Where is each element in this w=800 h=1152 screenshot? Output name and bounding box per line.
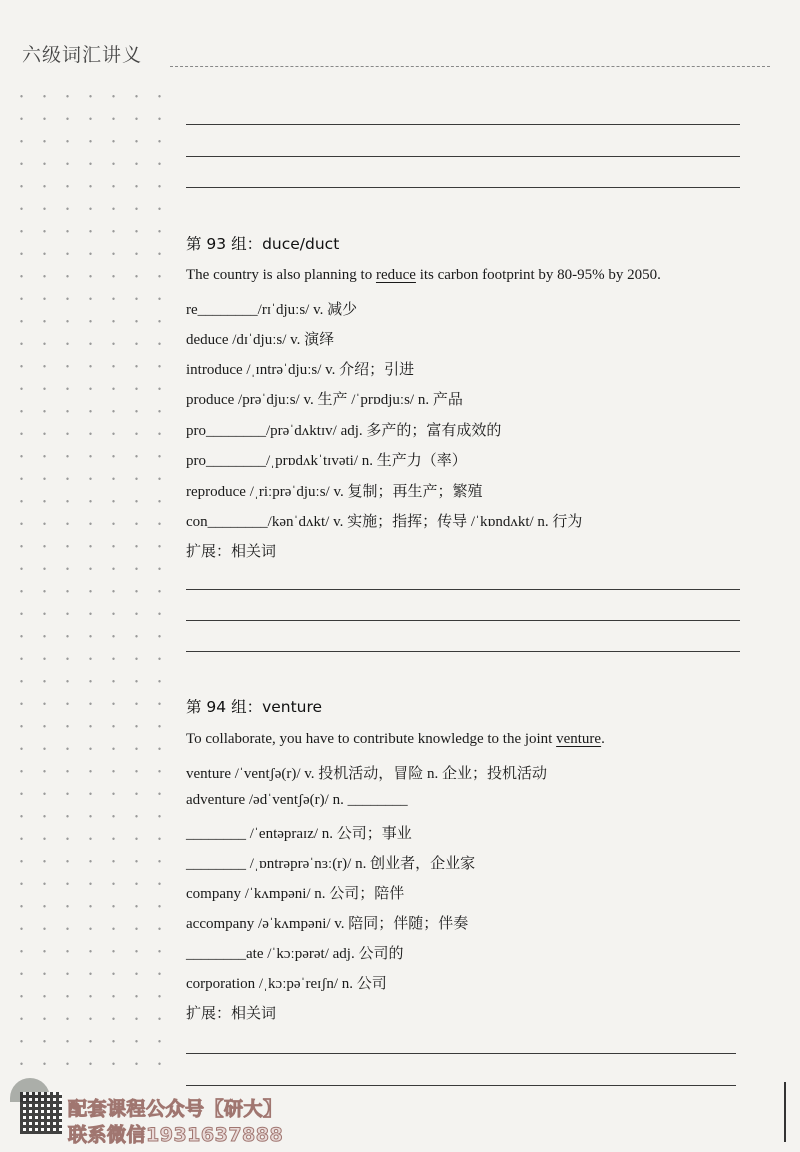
section-93-title: 第 93 组：duce/duct bbox=[186, 235, 340, 253]
footer-promo-line-2: 联系微信1931637888 bbox=[68, 1124, 284, 1146]
vocab-entry: company /ˈkʌmpəni/ n. 公司；陪伴 bbox=[186, 886, 405, 902]
vocab-entry: ________ /ˌɒntrəprəˈnɜː(r)/ n. 创业者，企业家 bbox=[186, 856, 476, 872]
sentence-end: . bbox=[601, 731, 605, 747]
footer-promo-line-1: 配套课程公众号【研大】 bbox=[68, 1098, 283, 1120]
vocab-entry: pro________/ˌprɒdʌkˈtɪvəti/ n. 生产力（率） bbox=[186, 453, 467, 469]
vocab-entry: re________/rɪˈdjuːs/ v. 减少 bbox=[186, 302, 358, 318]
writing-line bbox=[186, 1085, 736, 1086]
vocab-entry: introduce /ˌɪntrəˈdjuːs/ v. 介绍；引进 bbox=[186, 362, 415, 378]
vocab-entry: reproduce /ˌriːprəˈdjuːs/ v. 复制；再生产；繁殖 bbox=[186, 484, 483, 500]
section-94-extension-label: 扩展：相关词 bbox=[186, 1006, 277, 1022]
dot-grid-margin bbox=[10, 85, 170, 1085]
section-93-example-sentence bbox=[186, 267, 661, 284]
sentence-keyword: reduce bbox=[375, 267, 416, 283]
sentence-end: its carbon footprint by 80-95% by 2050. bbox=[415, 267, 661, 283]
vocab-entry: ________ate /ˈkɔːpərət/ adj. 公司的 bbox=[186, 946, 404, 962]
qr-code-icon bbox=[20, 1092, 62, 1134]
vocab-entry: accompany /əˈkʌmpəni/ v. 陪同；伴随；伴奏 bbox=[186, 916, 469, 932]
vocab-entry: ________ /ˈentəpraɪz/ n. 公司；事业 bbox=[186, 826, 412, 842]
vocab-entry: produce /prəˈdjuːs/ v. 生产 /ˈprɒdjuːs/ n. 产品 bbox=[186, 392, 463, 408]
writing-line bbox=[186, 620, 740, 621]
sentence-keyword: venture bbox=[556, 731, 602, 747]
writing-line bbox=[186, 156, 740, 157]
writing-line bbox=[186, 124, 740, 125]
section-94-example-sentence bbox=[186, 731, 605, 748]
vocab-entry: deduce /dɪˈdjuːs/ v. 演绎 bbox=[186, 332, 335, 348]
header-rule bbox=[170, 66, 770, 67]
writing-line bbox=[186, 589, 740, 590]
sentence-start: The country is also planning to bbox=[186, 267, 376, 283]
vocab-entry: pro________/prəˈdʌktɪv/ adj. 多产的；富有成效的 bbox=[186, 423, 502, 439]
page-header-title: 六级词汇讲义 bbox=[22, 44, 143, 66]
vocab-entry: con________/kənˈdʌkt/ v. 实施；指挥；传导 /ˈkɒndʌkt/ n. 行为 bbox=[186, 514, 583, 530]
vocab-entry: adventure /ədˈventʃə(r)/ n. ________ bbox=[186, 792, 408, 808]
vocab-entry: venture /ˈventʃə(r)/ v. 投机活动，冒险 n. 企业；投机活动 bbox=[186, 766, 548, 782]
sentence-start: To collaborate, you have to contribute knowledge to the joint bbox=[186, 731, 557, 747]
page-edge-mark bbox=[784, 1082, 786, 1142]
writing-line bbox=[186, 1053, 736, 1054]
section-94-title: 第 94 组：venture bbox=[186, 698, 323, 716]
vocab-entry: corporation /ˌkɔːpəˈreɪʃn/ n. 公司 bbox=[186, 976, 387, 992]
writing-line bbox=[186, 187, 740, 188]
writing-line bbox=[186, 651, 740, 652]
section-93-extension-label: 扩展：相关词 bbox=[186, 544, 277, 560]
